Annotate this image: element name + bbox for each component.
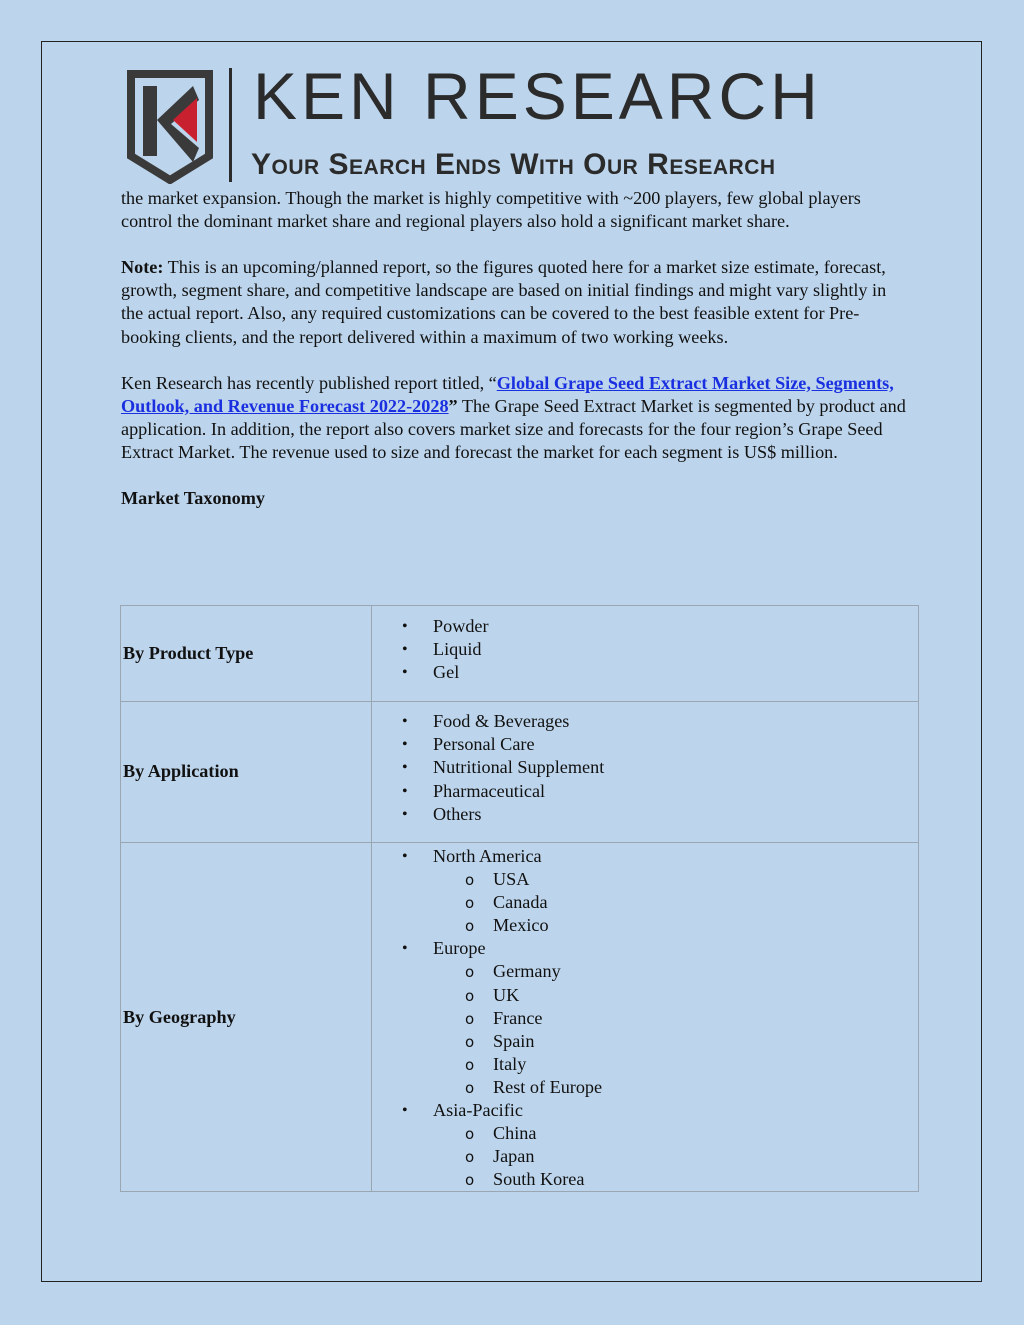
list-item: • Gel xyxy=(372,661,918,684)
taxonomy-heading: Market Taxonomy xyxy=(121,488,265,509)
ken-research-logo xyxy=(127,59,907,188)
region-name: Asia-Pacific xyxy=(433,1100,523,1121)
country-list xyxy=(433,868,918,937)
list-item: • Nutritional Supplement xyxy=(372,756,918,779)
market-taxonomy-table xyxy=(120,605,919,1192)
document-body xyxy=(121,187,911,533)
list-item: • Food & Beverages xyxy=(372,710,918,733)
country-item: o USA xyxy=(433,868,918,891)
report-close-quote: ” xyxy=(448,395,458,416)
country-item: o China xyxy=(433,1122,918,1145)
table-row xyxy=(121,702,919,843)
row-items-application xyxy=(372,702,919,843)
product-type-list xyxy=(372,615,918,684)
ken-research-k-icon xyxy=(127,70,213,184)
row-label-product-type: By Product Type xyxy=(121,606,372,702)
country-item: o South Korea xyxy=(433,1168,918,1191)
note-text: This is an upcoming/planned report, so the figures quoted here for a market size estimate, forecast, growth, segment share, and competitive landscape are based on initial findings and might vary slightly in the actual report. Also, any required customizations can be covered to the best feasible extent for Pre-booking clients, and the report delivered within a maximum of two working weeks. xyxy=(121,257,887,347)
country-item: o Germany xyxy=(433,960,918,983)
note-paragraph xyxy=(121,256,911,348)
country-item: o Italy xyxy=(433,1053,918,1076)
geography-list xyxy=(372,845,918,1191)
region-item xyxy=(372,1099,918,1191)
country-list xyxy=(433,1122,918,1191)
region-name: Europe xyxy=(433,938,486,959)
brand-name: KEN RESEARCH xyxy=(253,59,822,133)
country-item: o Mexico xyxy=(433,914,918,937)
application-list xyxy=(372,710,918,825)
region-item xyxy=(372,937,918,1099)
table-row xyxy=(121,843,919,1192)
note-label: Note: xyxy=(121,257,164,278)
country-item: o Japan xyxy=(433,1145,918,1168)
country-item: o Rest of Europe xyxy=(433,1076,918,1099)
list-item: • Powder xyxy=(372,615,918,638)
list-item: • Personal Care xyxy=(372,733,918,756)
table-row xyxy=(121,606,919,702)
row-label-geography: By Geography xyxy=(121,843,372,1192)
region-name: North America xyxy=(433,846,542,866)
logo-divider xyxy=(229,68,232,182)
report-description-text: The Grape Seed Extract Market is segmented by product and application. In addition, the report also covers market size and forecasts for the four region’s Grape Seed Extract Market. The revenue used to size and forecast the market for each segment is US$ million. xyxy=(121,395,906,463)
country-list xyxy=(433,960,918,1099)
intro-paragraph: the market expansion. Though the market is highly competitive with ~200 players, few global players control the dominant market share and regional players also hold a significant market share. xyxy=(121,188,861,232)
country-item: o UK xyxy=(433,984,918,1007)
report-intro-text: Ken Research has recently published report titled, “ xyxy=(121,372,497,393)
report-paragraph xyxy=(121,372,911,464)
region-item xyxy=(372,845,918,937)
country-item: o Canada xyxy=(433,891,918,914)
row-items-geography xyxy=(372,843,919,1192)
row-items-product-type xyxy=(372,606,919,702)
country-item: o Spain xyxy=(433,1030,918,1053)
brand-tagline: Your Search Ends With Our Research xyxy=(251,148,776,181)
country-item: o France xyxy=(433,1007,918,1030)
row-label-application: By Application xyxy=(121,702,372,843)
report-title-link[interactable]: Global Grape Seed Extract Market Size, Segments, Outlook, and Revenue Forecast 2022-2028 xyxy=(121,372,894,416)
list-item: • Liquid xyxy=(372,638,918,661)
list-item: • Pharmaceutical xyxy=(372,780,918,803)
list-item: • Others xyxy=(372,803,918,826)
